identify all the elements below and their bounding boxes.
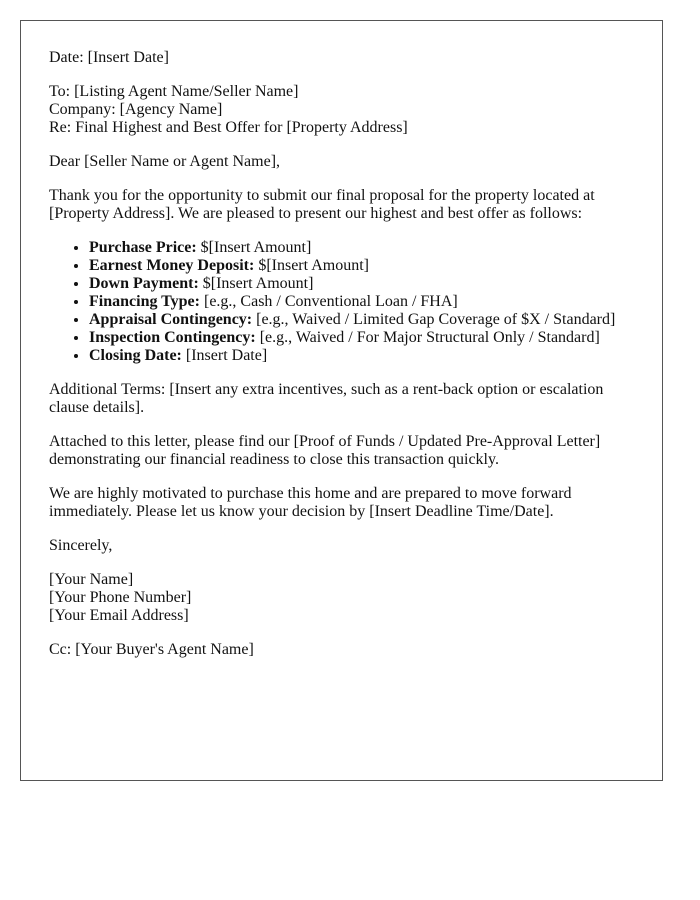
additional-terms: Additional Terms: [Insert any extra incentives, such as a rent-back option or escalation clause details]. [49, 381, 604, 416]
signature-name: [Your Name] [49, 571, 134, 588]
term-value: [e.g., Cash / Conventional Loan / FHA] [199, 293, 458, 310]
signoff: Sincerely, [49, 537, 113, 554]
cc-line: Cc: [Your Buyer's Agent Name] [49, 641, 254, 658]
offer-letter [20, 20, 663, 781]
term-financing-type [89, 293, 634, 311]
date-line: Date: [Insert Date] [49, 49, 169, 66]
signature-phone: [Your Phone Number] [49, 589, 192, 606]
closing-paragraph: We are highly motivated to purchase this home and are prepared to move forward immediately. Please let us know your decision by [Insert Deadline Time/Date]. [49, 485, 572, 520]
term-closing-date [89, 347, 634, 365]
term-earnest-money [89, 257, 634, 275]
term-down-payment [89, 275, 634, 293]
term-value: [e.g., Waived / Limited Gap Coverage of $X / Standard] [252, 311, 616, 328]
term-label: Inspection Contingency: [89, 329, 256, 346]
offer-terms-list [49, 239, 634, 365]
signature-email: [Your Email Address] [49, 607, 189, 624]
salutation: Dear [Seller Name or Agent Name], [49, 153, 281, 170]
term-appraisal-contingency [89, 311, 634, 329]
to-line: To: [Listing Agent Name/Seller Name] [49, 83, 299, 100]
term-label: Earnest Money Deposit: [89, 257, 255, 274]
term-purchase-price [89, 239, 634, 257]
intro-paragraph: Thank you for the opportunity to submit our final proposal for the property located at [Property Address]. We are pleased to present our highest and best offer as follows: [49, 187, 595, 222]
term-value: $[Insert Amount] [254, 257, 369, 274]
recipient-block [49, 83, 634, 137]
term-value: $[Insert Amount] [196, 239, 312, 256]
term-value: [e.g., Waived / For Major Structural Only / Standard] [255, 329, 600, 346]
term-inspection-contingency [89, 329, 634, 347]
term-label: Down Payment: [89, 275, 199, 292]
attachments-paragraph: Attached to this letter, please find our [Proof of Funds / Updated Pre-Approval Letter] demonstrating our financial readiness to close this transaction quickly. [49, 433, 601, 468]
term-label: Purchase Price: [89, 239, 197, 256]
term-label: Appraisal Contingency: [89, 311, 253, 328]
company-line: Company: [Agency Name] [49, 101, 223, 118]
subject-line: Re: Final Highest and Best Offer for [Property Address] [49, 119, 408, 136]
term-value: $[Insert Amount] [198, 275, 314, 292]
term-value: [Insert Date] [181, 347, 268, 364]
signature-block [49, 571, 634, 625]
term-label: Financing Type: [89, 293, 200, 310]
term-label: Closing Date: [89, 347, 182, 364]
